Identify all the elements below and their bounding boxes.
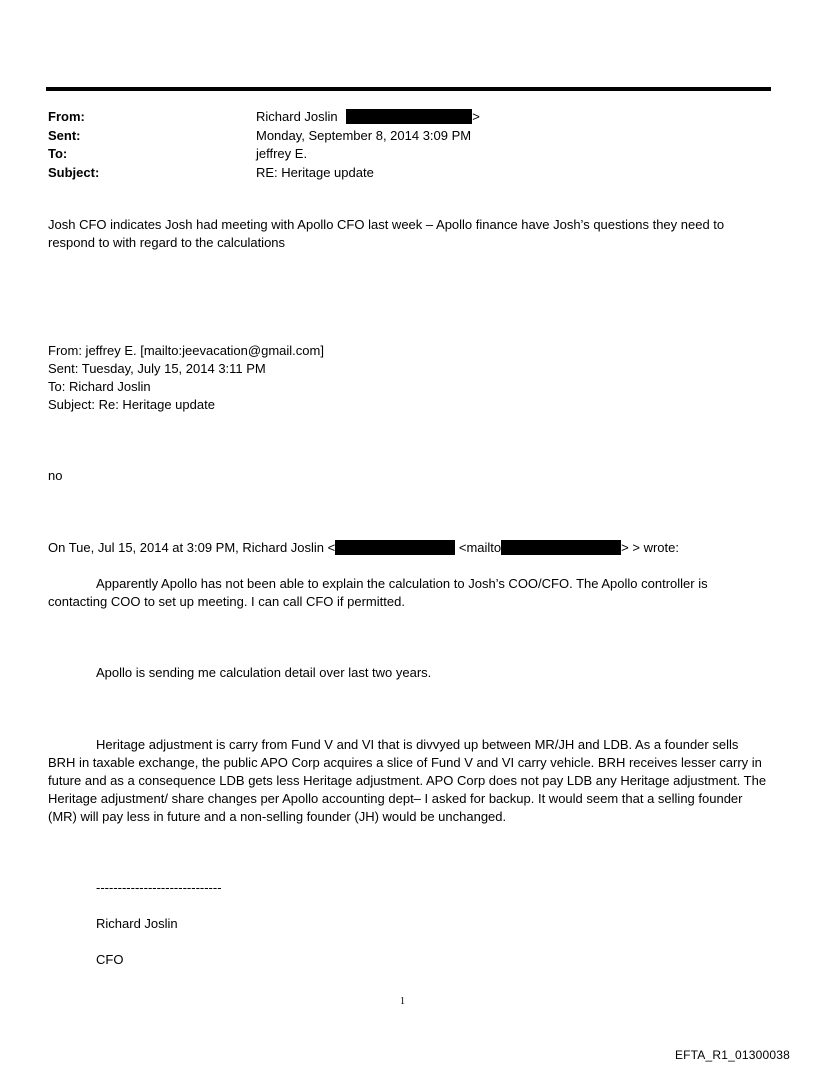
sent-label: Sent:	[48, 127, 81, 143]
sent-row	[48, 127, 480, 146]
sent-value: Monday, September 8, 2014 3:09 PM	[256, 127, 472, 143]
to-row	[48, 145, 480, 164]
from-row	[48, 108, 480, 127]
quoted-header	[48, 342, 768, 414]
from-value	[256, 108, 480, 127]
from-label: From:	[48, 109, 85, 124]
wrote-middle: <mailto	[458, 540, 502, 555]
subject-label: Subject:	[48, 164, 100, 180]
paragraph-1: Apparently Apollo has not been able to explain the calculation to Josh’s COO/CFO. The Apollo controller is contacting COO to set up meeting. I can call CFO if permitted.	[48, 576, 708, 609]
quoted-from: From: jeffrey E. [mailto:jeevacation@gmail.com]	[48, 343, 324, 358]
quoted-reply: no	[48, 468, 63, 483]
redaction-box	[346, 109, 472, 124]
quoted-to: To: Richard Joslin	[48, 379, 151, 394]
signature-title: CFO	[96, 952, 124, 967]
page-number: 1	[400, 996, 405, 1007]
reply-body: Josh CFO indicates Josh had meeting with Apollo CFO last week – Apollo finance have Josh’s questions they need to respond to with regard to the calculations	[48, 217, 725, 250]
wrote-prefix: On Tue, Jul 15, 2014 at 3:09 PM, Richard Joslin <	[48, 540, 336, 555]
redaction-box	[335, 540, 455, 555]
signature-divider: -----------------------------	[96, 880, 222, 895]
to-value: jeffrey E.	[256, 146, 308, 161]
redaction-box	[501, 540, 621, 555]
paragraph-2: Apollo is sending me calculation detail over last two years.	[96, 665, 432, 680]
signature-name: Richard Joslin	[96, 916, 178, 931]
document-id: EFTA_R1_01300038	[674, 1048, 790, 1062]
email-header	[48, 108, 480, 182]
wrote-suffix: > > wrote:	[621, 540, 679, 555]
to-label: To:	[48, 146, 68, 161]
subject-value: RE: Heritage update	[256, 164, 374, 180]
from-name: Richard Joslin	[256, 109, 338, 124]
subject-row	[48, 164, 480, 183]
header-rule	[46, 87, 771, 91]
paragraph-3: Heritage adjustment is carry from Fund V and VI that is divvyed up between MR/JH and LDB. As a founder sells BRH in taxable exchange, the public APO Corp acquires a slice of Fund V and VI carry vehicle. BRH receives lesser carry in future and as a consequence LDB gets less Heritage adjustment. APO Corp does not pay LDB any Heritage adjustment. The Heritage adjustment/ share changes per Apollo accounting dept– I asked for backup. It would seem that a selling founder (MR) will pay less in future and a non-selling founder (JH) would be unchanged.	[48, 737, 767, 824]
wrote-line	[48, 539, 768, 557]
quoted-sent: Sent: Tuesday, July 15, 2014 3:11 PM	[48, 361, 266, 376]
from-trail: >	[472, 109, 480, 124]
quoted-subject: Subject: Re: Heritage update	[48, 397, 215, 412]
